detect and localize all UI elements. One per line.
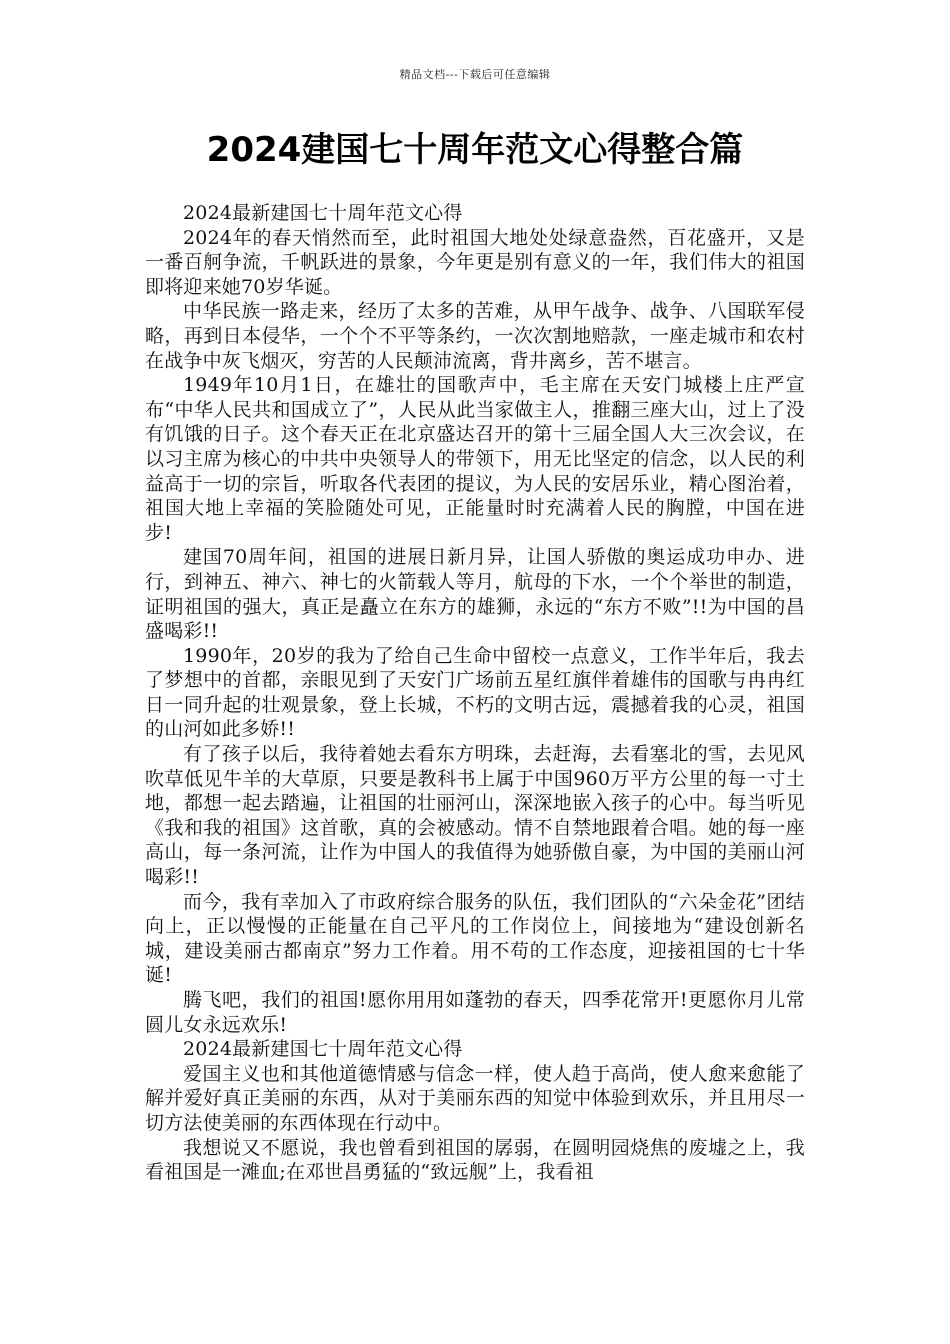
document-title: 2024建国七十周年范文心得整合篇 [206, 130, 744, 170]
paragraph: 2024年的春天悄然而至，此时祖国大地处处绿意盎然，百花盛开，又是一番百舸争流，千帆跃进的景象，今年更是别有意义的一年，我们伟大的祖国即将迎来她70岁华诞。 [145, 226, 805, 298]
paragraph: 有了孩子以后，我待着她去看东方明珠，去赶海，去看塞北的雪，去见风吹草低见牛羊的大草原，只要是教科书上属于中国960万平方公里的每一寸土地，都想一起去踏遍，让祖国的壮丽河山，深深地嵌入孩子的心中。每当听见《我和我的祖国》这首歌，真的会被感动。情不自禁地跟着合唱。她的每一座高山，每一条河流，让作为中国人的我值得为她骄傲自豪，为中国的美丽山河喝彩!! [145, 743, 805, 889]
paragraph: 1949年10月1日，在雄壮的国歌声中，毛主席在天安门城楼上庄严宣布“中华人民共和国成立了”，人民从此当家做主人，推翻三座大山，过上了没有饥饿的日子。这个春天正在北京盛达召开的第十三届全国人大三次会议，在以习主席为核心的中共中央领导人的带领下，用无比坚定的信念，以人民的利益高于一切的宗旨，听取各代表团的提议，为人民的安居乐业，精心图治着，祖国大地上幸福的笑脸随处可见，正能量时时充满着人民的胸膛，中国在进步! [145, 374, 805, 544]
paragraph: 1990年，20岁的我为了给自己生命中留校一点意义，工作半年后，我去了梦想中的首都，亲眼见到了天安门广场前五星红旗伴着雄伟的国歌与冉冉红日一同升起的壮观景象，登上长城，不朽的文明古远，震撼着我的心灵，祖国的山河如此多娇!! [145, 644, 805, 741]
paragraph: 中华民族一路走来，经历了太多的苦难，从甲午战争、战争、八国联军侵略，再到日本侵华，一个个不平等条约，一次次割地赔款，一座走城市和农村在战争中灰飞烟灭，穷苦的人民颠沛流离，背井离乡，苦不堪言。 [145, 300, 805, 372]
header-note: 精品文档---下载后可任意编辑 [399, 68, 551, 81]
paragraph: 爱国主义也和其他道德情感与信念一样，使人趋于高尚，使人愈来愈能了解并爱好真正美丽的东西，从对于美丽东西的知觉中体验到欢乐，并且用尽一切方法使美丽的东西体现在行动中。 [145, 1062, 805, 1134]
paragraph: 建国70周年间，祖国的进展日新月异，让国人骄傲的奥运成功申办、进行，到神五、神六、神七的火箭载人等月，航母的下水，一个个举世的制造，证明祖国的强大，真正是矗立在东方的雄狮，永远的“东方不败”!!为中国的昌盛喝彩!! [145, 546, 805, 643]
paragraph: 而今，我有幸加入了市政府综合服务的队伍，我们团队的“六朵金花”团结向上，正以慢慢的正能量在自己平凡的工作岗位上，间接地为“建设创新名城，建设美丽古都南京”努力工作着。用不苟的工作态度，迎接祖国的七十华诞! [145, 890, 805, 987]
subheading-2: 2024最新建国七十周年范文心得 [183, 1038, 463, 1061]
paragraph: 我想说又不愿说，我也曾看到祖国的孱弱，在圆明园烧焦的废墟之上，我看祖国是一滩血;在邓世昌勇猛的“致远舰”上，我看祖 [145, 1136, 805, 1184]
paragraph: 腾飞吧，我们的祖国!愿你用用如蓬勃的春天，四季花常开!更愿你月儿常圆儿女永远欢乐! [145, 989, 805, 1036]
document-body [145, 201, 805, 1185]
subheading-1: 2024最新建国七十周年范文心得 [183, 202, 463, 224]
